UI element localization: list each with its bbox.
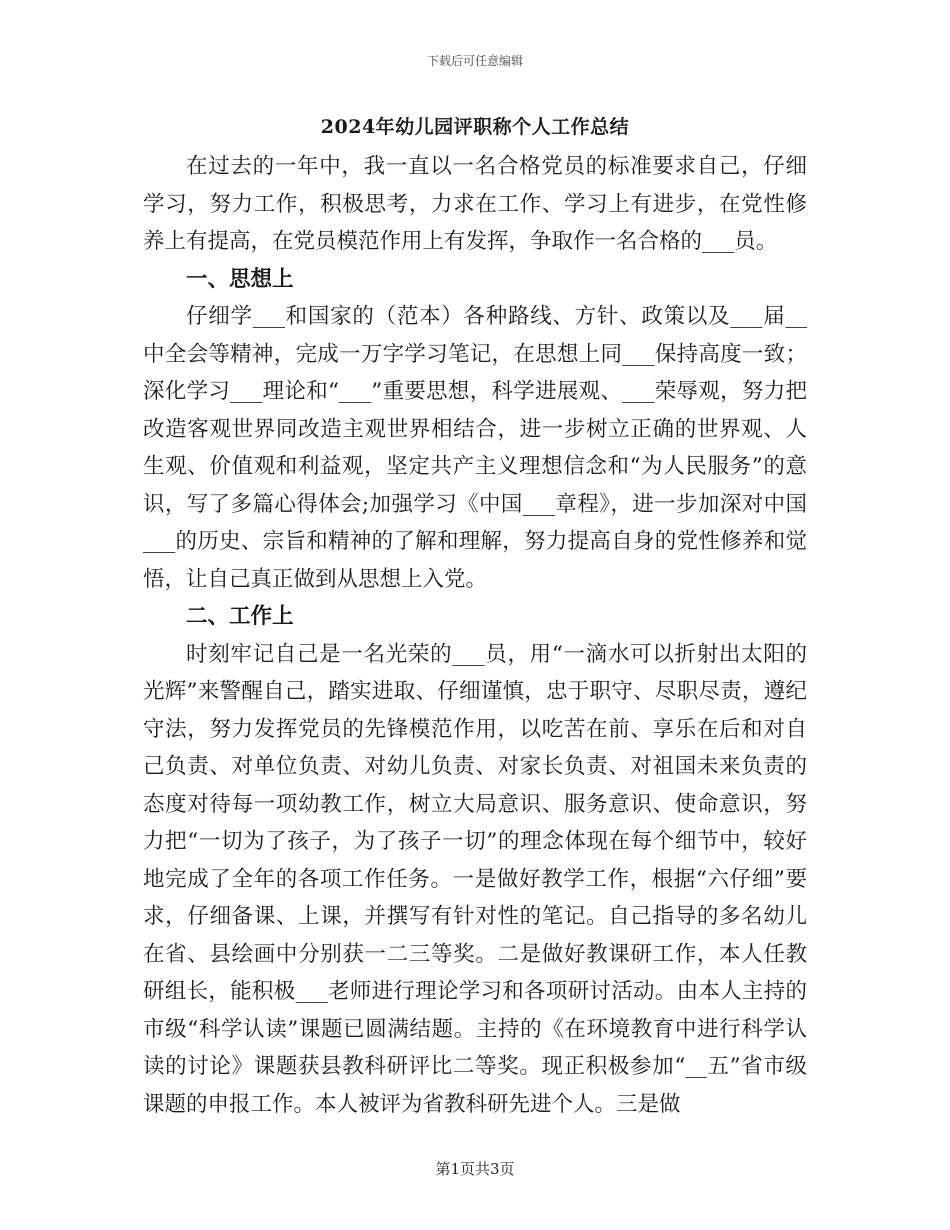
section-heading-thought: 一、思想上	[186, 266, 294, 292]
document-body	[143, 148, 807, 1123]
section-paragraph-thought: 仔细学___和国家的（范本）各种路线、方针、政策以及___届__中全会等精神，完成一万字学习笔记，在思想上同___保持高度一致；深化学习___理论和“___”重要思想，科学进展观、___荣辱观，努力把改造客观世界同改造主观世界相结合，进一步树立正确的世界观、人生观、价值观和利益观，坚定共产主义理想信念和“为人民服务”的意识，写了多篇心得体会;加强学习《中国___章程》，进一步加深对中国___的历史、宗旨和精神的了解和理解，努力提高自身的党性修养和觉悟，让自己真正做到从思想上入党。	[143, 304, 807, 592]
section-heading-work: 二、工作上	[186, 604, 294, 629]
intro-paragraph: 在过去的一年中，我一直以一名合格党员的标准要求自己，仔细学习，努力工作，积极思考，力求在工作、学习上有进步，在党性修养上有提高，在党员模范作用上有发挥，争取作一名合格的___员。	[143, 154, 807, 254]
section-paragraph-work: 时刻牢记自己是一名光荣的___员，用“一滴水可以折射出太阳的光辉”来警醒自己，踏实进取、仔细谨慎，忠于职守、尽职尽责，遵纪守法，努力发挥党员的先锋模范作用，以吃苦在前、享乐在后和对自己负责、对单位负责、对幼儿负责、对家长负责、对祖国未来负责的态度对待每一项幼教工作，树立大局意识、服务意识、使命意识，努力把“一切为了孩子，为了孩子一切”的理念体现在每个细节中，较好地完成了全年的各项工作任务。一是做好教学工作，根据“六仔细”要求，仔细备课、上课，并撰写有针对性的笔记。自己指导的多名幼儿在省、县绘画中分别获一二三等奖。二是做好教课研工作，本人任教研组长，能积极___老师进行理论学习和各项研讨活动。由本人主持的市级“科学认读”课题已圆满结题。主持的《在环境教育中进行科学认读的讨论》课题获县教科研评比二等奖。现正积极参加“__五”省市级课题的申报工作。本人被评为省教科研先进个人。三是做	[143, 641, 807, 1117]
document-title: 2024年幼儿园评职称个人工作总结	[320, 116, 630, 138]
page-number: 第1页共3页	[435, 1160, 515, 1178]
download-note: 下载后可任意编辑	[426, 54, 523, 68]
